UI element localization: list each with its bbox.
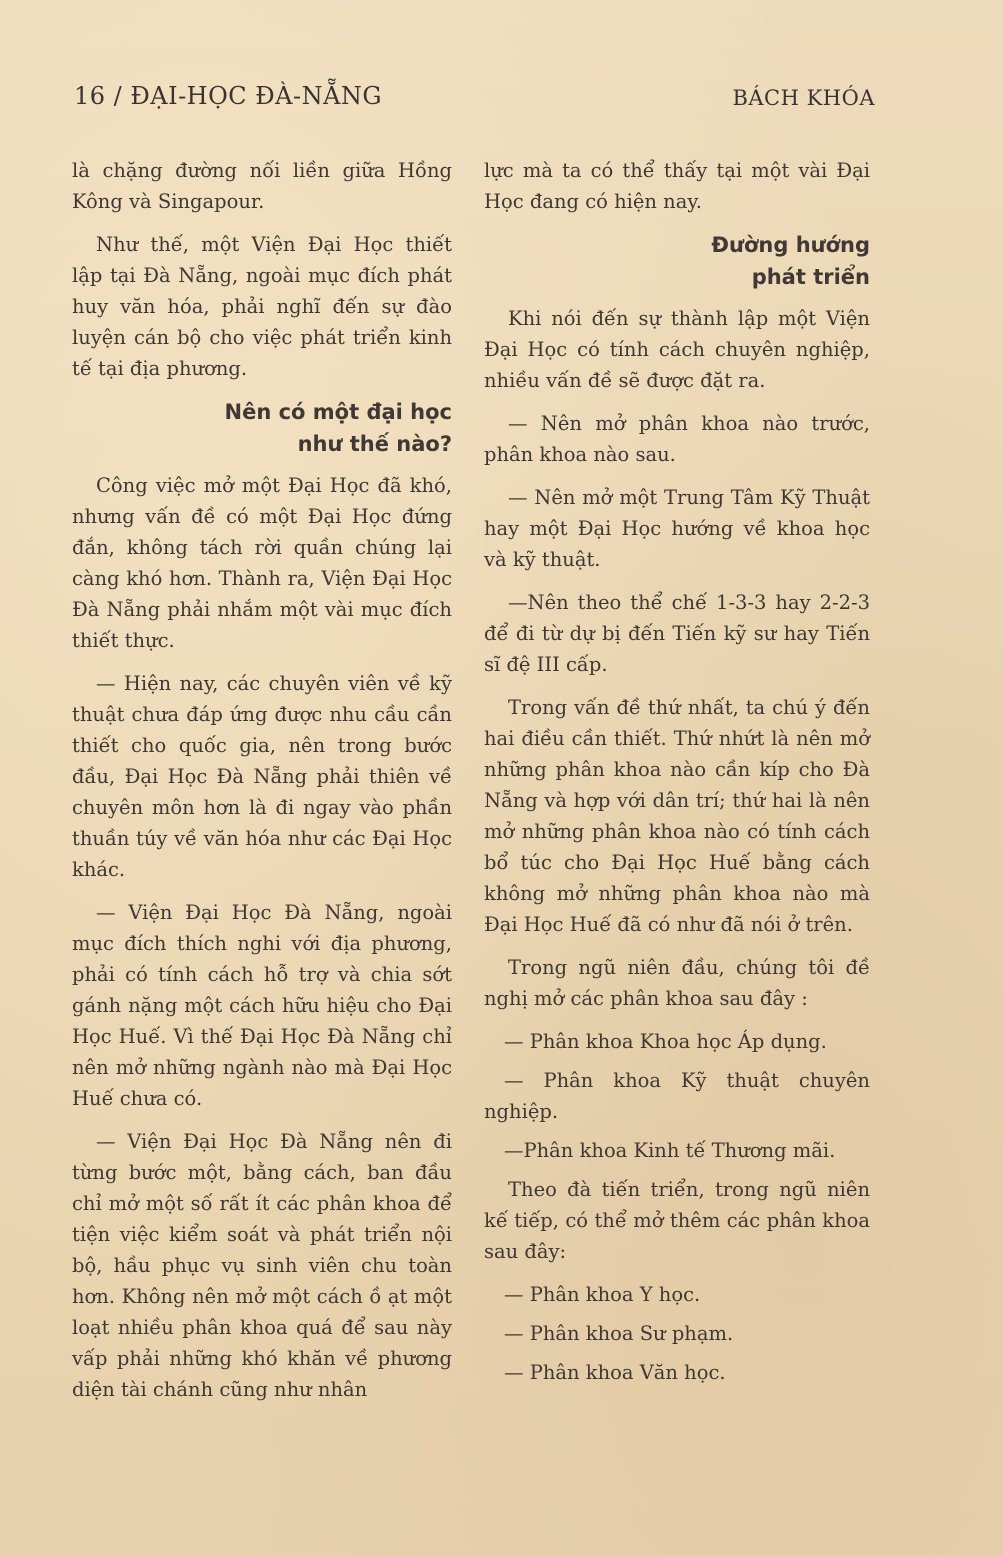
right-column [484, 155, 870, 1396]
list-item: — Phân khoa Y học. [504, 1283, 701, 1306]
paragraph: Khi nói đến sự thành lập một Viện Đại Học có tính cách chuyên nghiệp, nhiều vấn đề sẽ được đặt ra. [484, 307, 870, 392]
running-header-page-title: 16 / ĐẠI-HỌC ĐÀ-NẴNG [74, 82, 383, 110]
section-heading-line: phát triển [751, 265, 870, 289]
left-column [72, 155, 452, 1417]
paragraph: Trong vấn đề thứ nhất, ta chú ý đến hai điều cần thiết. Thứ nhứt là nên mở những phân khoa nào cần kíp cho Đà Nẵng và hợp với dân trí; thứ hai là nên mở những phân khoa nào có tính cách bổ túc cho Đại Học Huế bằng cách không mở những phân khoa nào mà Đại Học Huế đã có như đã nói ở trên. [484, 696, 870, 936]
section-heading-line: như thế nào? [297, 432, 452, 456]
paragraph: Như thế, một Viện Đại Học thiết lập tại Đà Nẵng, ngoài mục đích phát huy văn hóa, phải nghĩ đến sự đào luyện cán bộ cho việc phát triển kinh tế tại địa phương. [72, 233, 452, 380]
paragraph: là chặng đường nối liền giữa Hồng Kông và Singapour. [72, 159, 452, 213]
paragraph: Trong ngũ niên đầu, chúng tôi đề nghị mở các phân khoa sau đây : [484, 956, 870, 1010]
paragraph: — Viện Đại Học Đà Nẵng, ngoài mục đích thích nghi với địa phương, phải có tính cách hỗ trợ và chia sớt gánh nặng một cách hữu hiệu cho Đại Học Huế. Vì thế Đại Học Đà Nẵng chỉ nên mở những ngành nào mà Đại Học Huế chưa có. [72, 901, 452, 1110]
section-heading [484, 229, 870, 293]
paragraph: —Nên theo thể chế 1-3-3 hay 2-2-3 để đi từ dự bị đến Tiến kỹ sư hay Tiến sĩ đệ III cấp. [484, 591, 870, 676]
paragraph: — Nên mở phân khoa nào trước, phân khoa nào sau. [484, 412, 870, 466]
section-heading-line: Nên có một đại học [224, 400, 452, 424]
paragraph: Theo đà tiến triển, trong ngũ niên kế tiếp, có thể mở thêm các phân khoa sau đây: [484, 1178, 870, 1263]
list-item: —Phân khoa Kinh tế Thương mãi. [504, 1139, 836, 1162]
paragraph: Công việc mở một Đại Học đã khó, nhưng vấn đề có một Đại Học đứng đắn, không tách rời quần chúng lại càng khó hơn. Thành ra, Viện Đại Học Đà Nẵng phải nhắm một vài mục đích thiết thực. [72, 474, 452, 652]
section-heading [72, 396, 452, 460]
running-header-section: BÁCH KHÓA [732, 86, 875, 110]
paragraph: — Hiện nay, các chuyên viên về kỹ thuật chưa đáp ứng được nhu cầu cần thiết cho quốc gia, nên trong bước đầu, Đại Học Đà Nẵng phải thiên về chuyên môn hơn là đi ngay vào phần thuần túy về văn hóa như các Đại Học khác. [72, 672, 452, 881]
paragraph: — Viện Đại Học Đà Nẵng nên đi từng bước một, bằng cách, ban đầu chỉ mở một số rất ít các phân khoa để tiện việc kiểm soát và phát triển nội bộ, hầu phục vụ sinh viên chu toàn hơn. Không nên mở một cách ồ ạt một loạt nhiều phân khoa quá để sau này vấp phải những khó khăn về phương diện tài chánh cũng như nhân [72, 1130, 452, 1401]
list-item: — Phân khoa Kỹ thuật chuyên nghiệp. [484, 1069, 870, 1123]
list-item: — Phân khoa Văn học. [504, 1361, 726, 1384]
section-heading-line: Đường hướng [711, 233, 870, 257]
list-item: — Phân khoa Sư phạm. [504, 1322, 734, 1345]
paragraph: lực mà ta có thể thấy tại một vài Đại Học đang có hiện nay. [484, 159, 870, 213]
paragraph: — Nên mở một Trung Tâm Kỹ Thuật hay một Đại Học hướng về khoa học và kỹ thuật. [484, 486, 870, 571]
list-item: — Phân khoa Khoa học Áp dụng. [504, 1030, 827, 1053]
